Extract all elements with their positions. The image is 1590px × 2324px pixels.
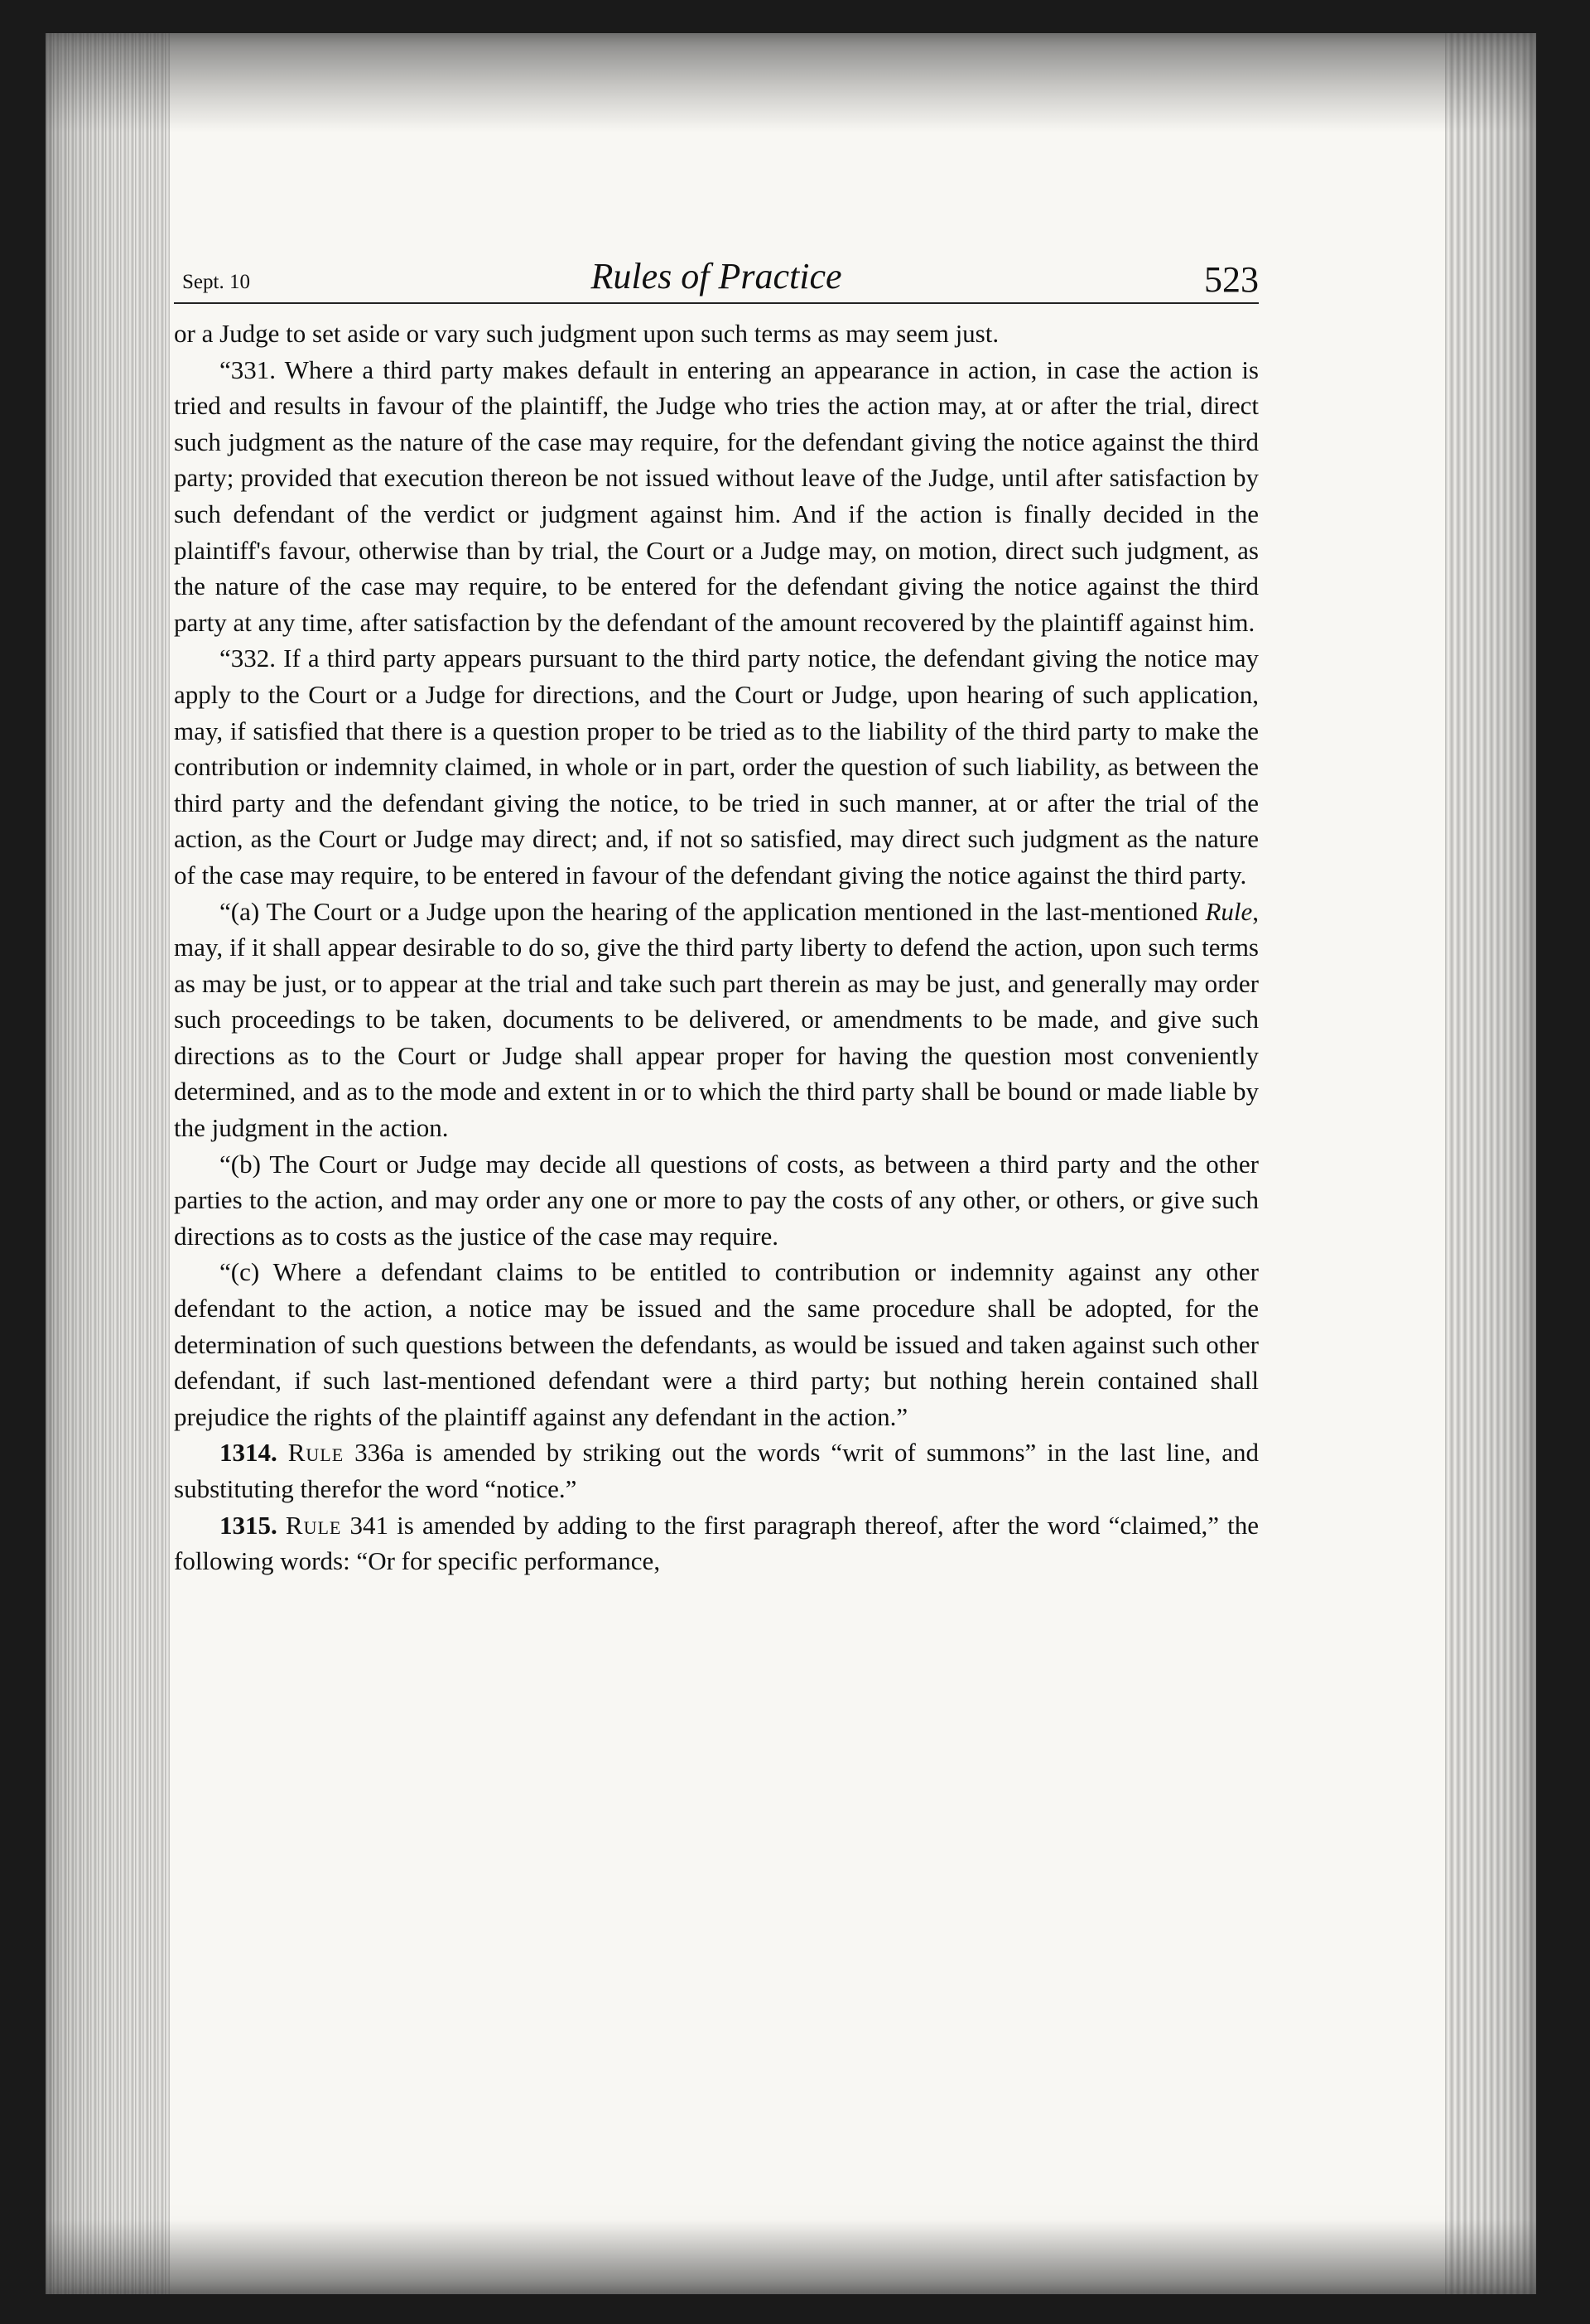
paragraph-rule-332: “332. If a third party appears pursuant to the third party notice, the defendant giving the notice may apply to the Court or a Judge for directions, and the Court or Judge, upon hearing of such application, may, if satisfied that there is a question proper to be tried as to the liability of the third party to make the contribution or indemnity claimed, in whole or in part, order the question of such liability, as between the third party and the defendant giving the notice, to be tried in such manner, at or after the trial of the action, as the Court or Judge may direct; and, if not so satisfied, may direct such judgment as the nature of the case may require, to be entered in favour of the defendant giving the notice against the third party. xyxy=(174,644,1259,890)
page-edge-shadow-left xyxy=(46,33,170,2294)
rule-label-1314: Rule xyxy=(287,1438,344,1468)
rule-italic: Rule xyxy=(1205,896,1253,926)
paragraph-1315 xyxy=(174,1507,1259,1579)
paragraph-clause-a xyxy=(174,894,1259,1146)
paragraph-clause-b: “(b) The Court or Judge may decide all questions of costs, as between a third party and the other parties to the action, and may order any one or more to pay the costs of any other, or others, or give such directions as to costs as the justice of the case may require. xyxy=(174,1149,1259,1251)
paragraph-rule-331: “331. Where a third party makes default in entering an appearance in action, in case the action is tried and results in favour of the plaintiff, the Judge who tries the action may, at or after the trial, direct such judgment as the nature of the case may require, for the defendant giving the notice against the third party; provided that execution thereon be not issued without leave of the Judge, until after satisfaction by such defendant of the verdict or judgment against him. And if the action is finally decided in the plaintiff's favour, otherwise than by trial, the Court or a Judge may, on motion, direct such judgment, as the nature of the case may require, to be entered for the defendant giving the notice against the third party at any time, after satisfaction by the defendant of the amount recovered by the plaintiff against him. xyxy=(174,354,1259,637)
section-number-1315: 1315. xyxy=(219,1510,277,1540)
running-header xyxy=(174,236,1259,304)
paragraph-1314 xyxy=(174,1434,1259,1507)
header-date: Sept. 10 xyxy=(182,271,250,293)
paragraph-clause-c: “(c) Where a defendant claims to be entitled to contribution or indemnity against any other defendant to the action, a notice may be issued and the same procedure shall be adopted, for the determination of such questions between the defendants, as would be issued and taken against such other defendant, if such last-mentioned defendant were a third party; but nothing herein contained shall prejudice the rights of the plaintiff against any defendant in the action.” xyxy=(174,1257,1259,1431)
paragraph-continuation: or a Judge to set aside or vary such judgment upon such terms as may seem just. xyxy=(174,319,1000,348)
header-title: Rules of Practice xyxy=(590,256,842,297)
clause-a-text-end: , may, if it shall appear desirable to do so, give the third party liberty to defend the action, upon such terms as may be just, or to appear at the trial and take such part therein as may be just, and generally may order such proceedings to be taken, documents to be delivered, or amendments to be made, and give such directions as to the Court or Judge shall appear proper for having the question most conveniently determined, and as to the mode and extent in or to which the third party shall be bound or made liable by the judgment in the action. xyxy=(174,896,1260,1143)
page-content xyxy=(174,236,1259,1579)
page-number: 523 xyxy=(1204,259,1259,300)
amendment-text-1315: 341 is amended by adding to the first paragraph thereof, after the word “claimed,” the following words: “Or for specific performance, xyxy=(174,1510,1260,1576)
clause-a-text-start: “(a) The Court or a Judge upon the hearing of the application mentioned in the last-mentioned xyxy=(219,896,1198,926)
amendment-text-1314: 336a is amended by striking out the words “writ of summons” in the last line, and substituting therefor the word “notice.” xyxy=(174,1438,1259,1503)
page-edge-shadow-bottom xyxy=(46,2220,1536,2294)
page-edge-shadow-top xyxy=(46,33,1536,133)
rule-label-1315: Rule xyxy=(285,1510,342,1540)
section-number-1314: 1314. xyxy=(219,1438,277,1468)
page-edge-shadow-right xyxy=(1445,33,1536,2294)
body-text xyxy=(174,316,1259,1579)
